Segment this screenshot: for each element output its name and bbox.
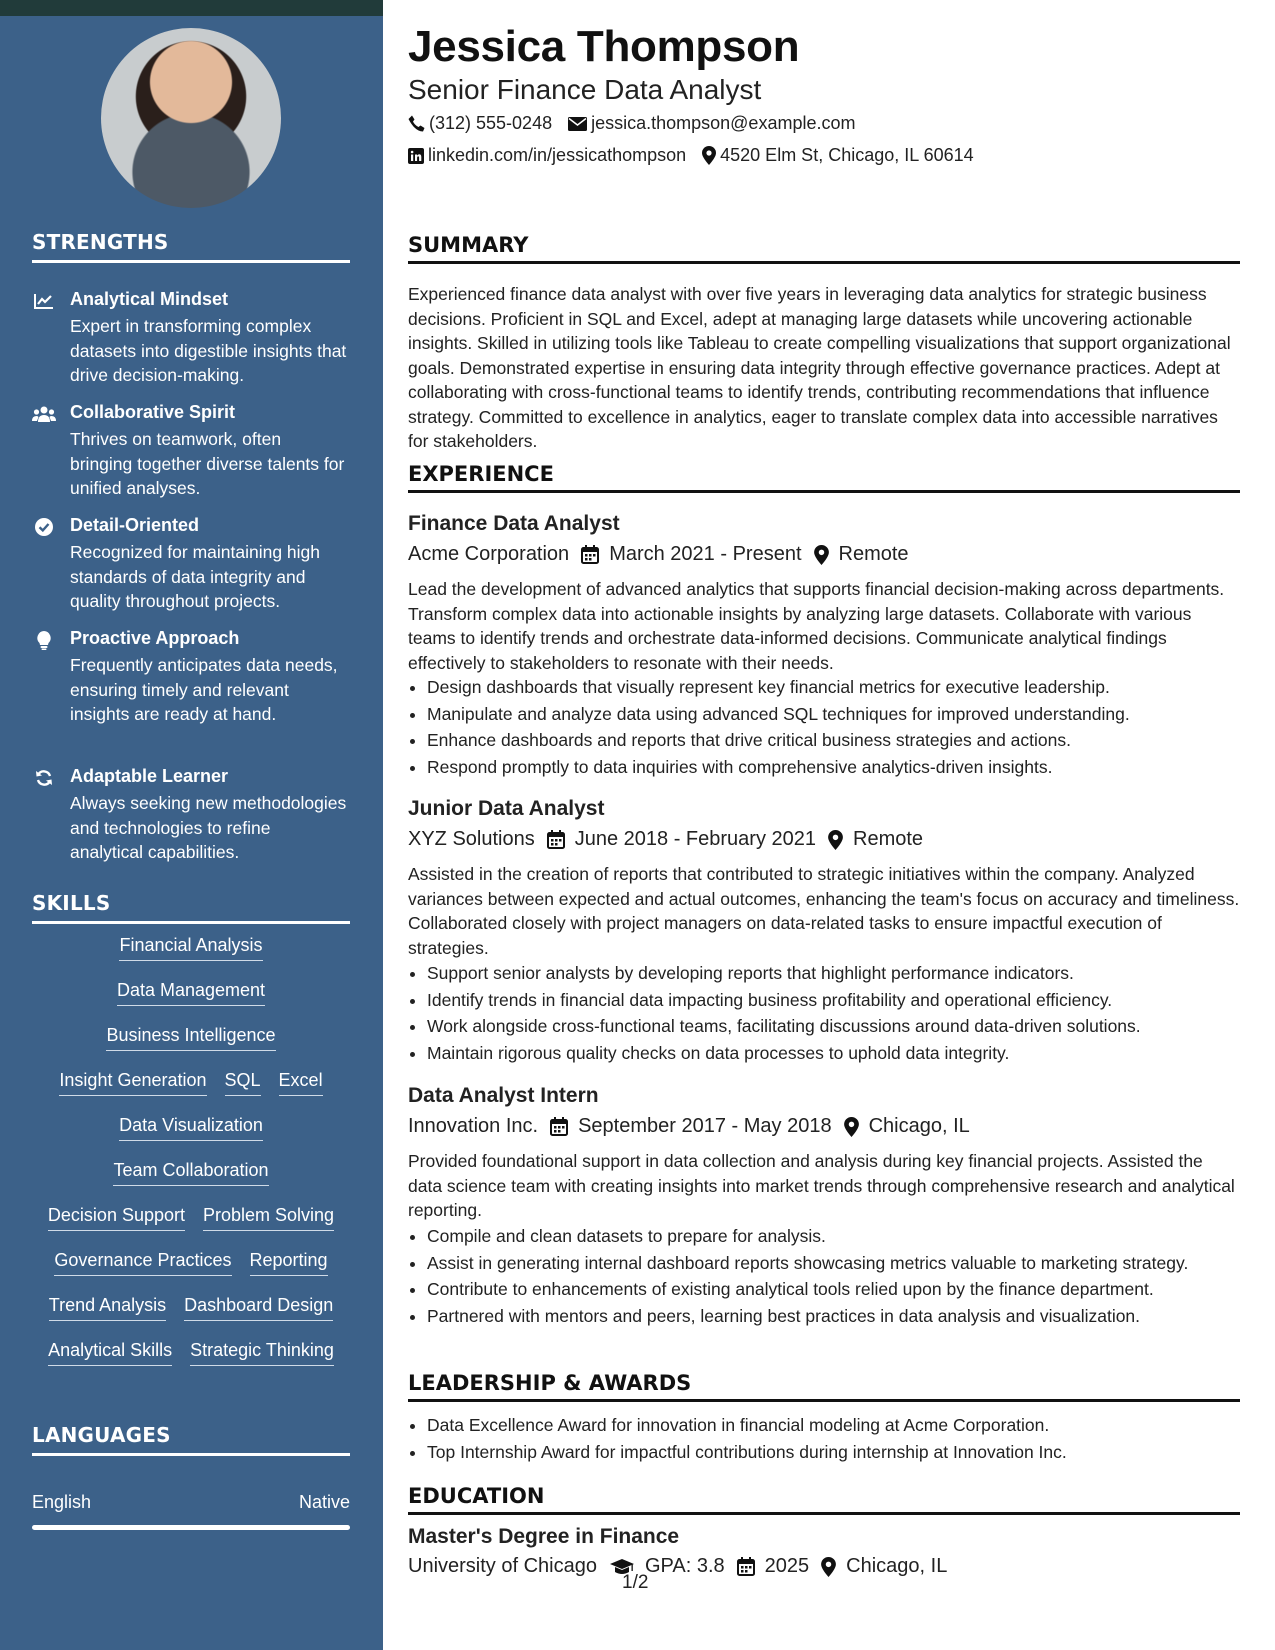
- email-contact: [568, 113, 855, 134]
- job-bullet: • Enhance dashboards and reports that drive critical business strategies and actions.: [427, 728, 1247, 753]
- language-name: English: [32, 1492, 92, 1512]
- skill-tag: Reporting: [250, 1249, 328, 1276]
- sidebar-top-bar: [0, 0, 383, 16]
- skill-tag: Dashboard Design: [184, 1294, 333, 1321]
- skill-tag: Team Collaboration: [113, 1159, 268, 1186]
- skills-row: [32, 1159, 350, 1204]
- education-location: Chicago, IL: [846, 1555, 948, 1577]
- candidate-name: Jessica Thompson: [408, 22, 800, 71]
- summary-text: Experienced finance data analyst with over five years in leveraging data analytics for strategic business decisions. Proficient in SQL and Excel, adept at managing large datasets while uncovering actionable insights. Skilled in utilizing tools like Tableau to create compelling visualizations that support organizational goals. Demonstrated expertise in ensuring data integrity through effective governance practices. Adept at collaborating with cross-functional teams to identify trends, contributing recommendations that influence strategy. Committed to excellence in analytics, eager to translate complex data into accessible narratives for stakeholders.: [408, 284, 1231, 451]
- skill-tag: Data Management: [117, 979, 265, 1006]
- awards-list: [408, 1413, 1247, 1466]
- linkedin-contact: [408, 145, 686, 166]
- strength-title: Proactive Approach: [70, 628, 240, 648]
- calendar-icon: [737, 1557, 755, 1576]
- job-description: Lead the development of advanced analytics that supports financial decision-making across departments. Transform complex data into actionable insights by analyzing large datasets. Collaborate with various teams to identify trends and orchestrate data-informed decisions. Communicate analytical findings effectively to stakeholders to resonate with their needs.: [408, 579, 1225, 673]
- degree-title: Master's Degree in Finance: [408, 1525, 680, 1548]
- profile-photo: [101, 28, 281, 208]
- strength-description: Frequently anticipates data needs, ensuring timely and relevant insights are ready at hand.: [70, 655, 338, 724]
- contact-row: [408, 113, 855, 134]
- job-description: Provided foundational support in data collection and analysis during key financial projects. Assisted the data science team with creating insights into market trends through comprehensive research and analytical reporting.: [408, 1151, 1235, 1220]
- job-meta: [408, 543, 909, 566]
- job-location: Chicago, IL: [868, 1115, 970, 1137]
- job-title: Finance Data Analyst: [408, 512, 620, 535]
- job-bullet: • Design dashboards that visually represent key financial metrics for executive leadership.: [427, 675, 1247, 700]
- phone-contact: [408, 113, 552, 134]
- summary-heading: SUMMARY: [408, 233, 1240, 264]
- award-item: • Top Internship Award for impactful contributions during internship at Innovation Inc.: [427, 1440, 1247, 1465]
- strength-description: Expert in transforming complex datasets into digestible insights that drive decision-making.: [70, 316, 347, 385]
- skill-tag: Business Intelligence: [106, 1024, 275, 1051]
- skills-row: [32, 1069, 350, 1114]
- map-pin-icon: [844, 1117, 859, 1137]
- job-location: Remote: [853, 828, 924, 850]
- job-bullets: [408, 1224, 1247, 1330]
- strength-title: Analytical Mindset: [70, 289, 229, 309]
- job-description: Assisted in the creation of reports that contributed to strategic initiatives within the company. Analyzed variances between expected and actual outcomes, enhancing the team's focus on accuracy and timeliness. Collaborated closely with project managers on data-related tasks to ensure impactful execution of strategies.: [408, 864, 1240, 958]
- skill-tag: Financial Analysis: [119, 934, 262, 961]
- chart-line-icon: [32, 291, 56, 311]
- contact-row: [408, 145, 974, 166]
- strength-description: Recognized for maintaining high standards of data integrity and quality throughout projects.: [70, 542, 321, 611]
- skill-tag: Excel: [279, 1069, 323, 1096]
- phone-icon: [408, 115, 425, 132]
- strength-title: Adaptable Learner: [70, 766, 229, 786]
- skills-heading: SKILLS: [32, 891, 350, 924]
- language-level: Native: [298, 1492, 350, 1512]
- address-contact: [702, 145, 974, 166]
- skill-tag: Insight Generation: [59, 1069, 206, 1096]
- job-bullet: • Support senior analysts by developing reports that highlight performance indicators.: [427, 961, 1247, 986]
- job-bullet: • Maintain rigorous quality checks on data processes to uphold data integrity.: [427, 1041, 1247, 1066]
- gpa: GPA: 3.8: [644, 1555, 725, 1577]
- job-bullet: • Respond promptly to data inquiries with comprehensive analytics-driven insights.: [427, 755, 1247, 780]
- job-dates: June 2018 - February 2021: [574, 828, 817, 850]
- envelope-icon: [568, 117, 587, 131]
- strength-title: Detail-Oriented: [70, 515, 200, 535]
- skills-row: [32, 1249, 350, 1294]
- job-dates: September 2017 - May 2018: [578, 1115, 832, 1137]
- sync-icon: [32, 768, 56, 788]
- skills-row: [32, 1294, 350, 1339]
- skill-tag: Decision Support: [48, 1204, 185, 1231]
- job-bullets: [408, 675, 1247, 781]
- candidate-role: Senior Finance Data Analyst: [408, 74, 762, 105]
- phone-number: (312) 555-0248: [429, 113, 553, 133]
- language-item: [32, 1492, 350, 1513]
- map-pin-icon: [828, 830, 843, 850]
- job-meta: [408, 1115, 970, 1138]
- education-heading: EDUCATION: [408, 1484, 1240, 1515]
- skill-tag: Governance Practices: [54, 1249, 231, 1276]
- skill-tag: Analytical Skills: [48, 1339, 172, 1366]
- map-pin-icon: [814, 545, 829, 565]
- skills-list: [32, 934, 350, 1384]
- calendar-icon: [581, 545, 599, 564]
- job-bullet: • Identify trends in financial data impacting business profitability and operational efficiency.: [427, 988, 1247, 1013]
- skill-tag: Trend Analysis: [49, 1294, 166, 1321]
- company-name: Acme Corporation: [408, 543, 570, 565]
- job-dates: March 2021 - Present: [609, 543, 802, 565]
- strengths-heading: STRENGTHS: [32, 230, 350, 263]
- skills-row: [32, 1204, 350, 1249]
- job-bullet: • Manipulate and analyze data using advanced SQL techniques for improved understanding.: [427, 702, 1247, 727]
- job-bullet: • Partnered with mentors and peers, learning best practices in data analysis and visualization.: [427, 1304, 1247, 1329]
- users-icon: [32, 404, 56, 424]
- job-meta: [408, 828, 923, 851]
- job-bullet: • Work alongside cross-functional teams, facilitating discussions around data-driven solutions.: [427, 1014, 1247, 1039]
- check-circle-icon: [32, 517, 56, 537]
- lightbulb-icon: [32, 630, 56, 650]
- street-address: 4520 Elm St, Chicago, IL 60614: [720, 145, 974, 165]
- skills-row: [32, 1114, 350, 1159]
- email-address: jessica.thompson@example.com: [591, 113, 856, 133]
- linkedin-icon: [408, 148, 424, 164]
- skills-row: [32, 979, 350, 1024]
- awards-heading: LEADERSHIP & AWARDS: [408, 1371, 1240, 1402]
- calendar-icon: [550, 1117, 568, 1136]
- company-name: Innovation Inc.: [408, 1115, 539, 1137]
- map-pin-icon: [702, 146, 716, 165]
- job-bullets: [408, 961, 1247, 1067]
- job-location: Remote: [838, 543, 909, 565]
- strength-title: Collaborative Spirit: [70, 402, 236, 422]
- map-pin-icon: [821, 1557, 836, 1577]
- skill-tag: Strategic Thinking: [190, 1339, 334, 1366]
- page-number: 1/2: [622, 1572, 649, 1593]
- company-name: XYZ Solutions: [408, 828, 535, 850]
- graduation-year: 2025: [764, 1555, 810, 1577]
- strength-description: Thrives on teamwork, often bringing together diverse talents for unified analyses.: [70, 429, 345, 498]
- school-name: University of Chicago: [408, 1555, 597, 1577]
- skills-row: [32, 1024, 350, 1069]
- job-title: Junior Data Analyst: [408, 797, 605, 820]
- award-item: • Data Excellence Award for innovation in financial modeling at Acme Corporation.: [427, 1413, 1247, 1438]
- sidebar: [0, 16, 383, 1650]
- strength-description: Always seeking new methodologies and technologies to refine analytical capabilities.: [70, 793, 347, 862]
- skills-row: [32, 1339, 350, 1384]
- job-bullet: • Assist in generating internal dashboard reports showcasing metrics valuable to marketing strategy.: [427, 1251, 1247, 1276]
- language-proficiency-bar: [32, 1525, 350, 1530]
- job-title: Data Analyst Intern: [408, 1084, 599, 1107]
- linkedin-url: linkedin.com/in/jessicathompson: [428, 145, 687, 165]
- skills-row: [32, 934, 350, 979]
- skill-tag: SQL: [225, 1069, 261, 1096]
- job-bullet: • Contribute to enhancements of existing analytical tools relied upon by the finance department.: [427, 1277, 1247, 1302]
- job-bullet: • Compile and clean datasets to prepare for analysis.: [427, 1224, 1247, 1249]
- calendar-icon: [547, 830, 565, 849]
- experience-heading: EXPERIENCE: [408, 462, 1240, 493]
- languages-heading: LANGUAGES: [32, 1423, 350, 1456]
- skill-tag: Data Visualization: [119, 1114, 263, 1141]
- skill-tag: Problem Solving: [203, 1204, 334, 1231]
- education-meta: [408, 1555, 947, 1578]
